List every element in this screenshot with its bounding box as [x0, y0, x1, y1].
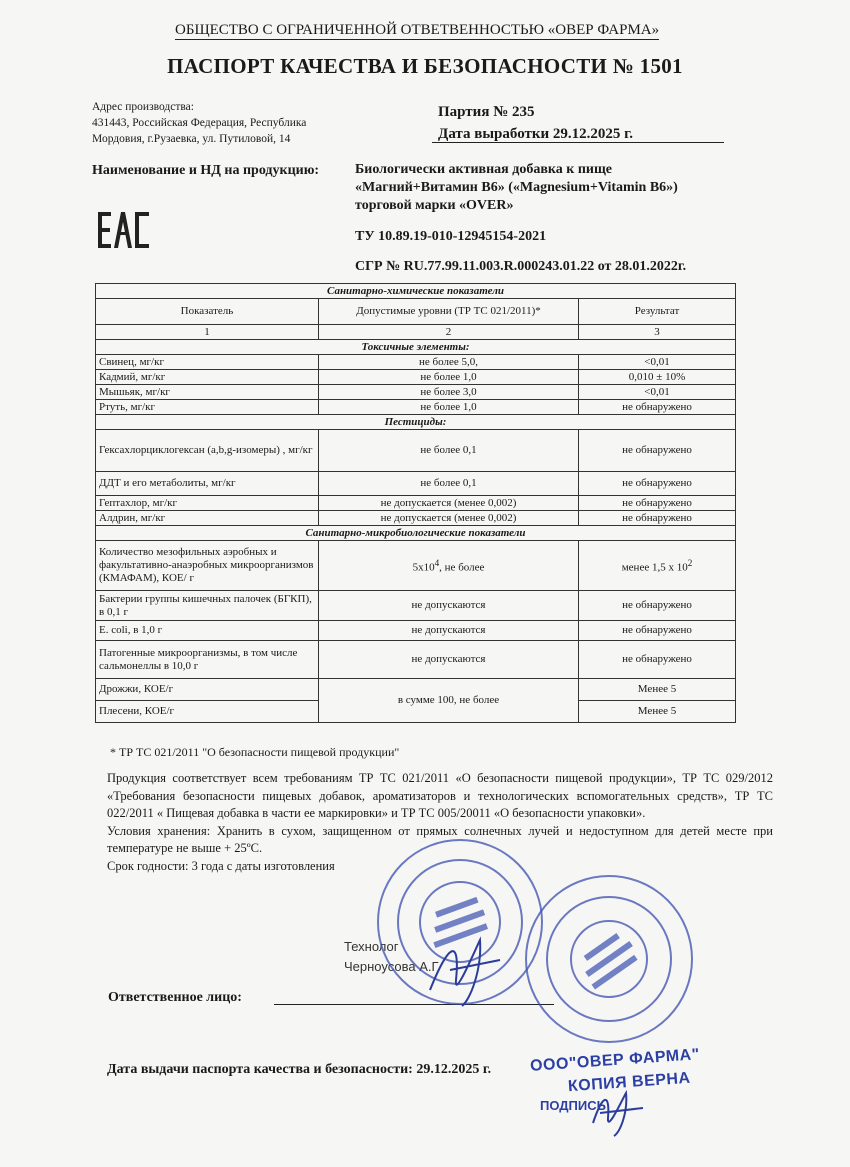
header-indicator: Показатель	[96, 299, 319, 325]
indicator-mold: Плесени, КОЕ/г	[96, 701, 319, 723]
product-name-line-1: Биологически активная добавка к пище	[355, 162, 612, 177]
indicator-mercury: Ртуть, мг/кг	[96, 400, 319, 415]
result-bgkp: не обнаружено	[579, 591, 736, 621]
address-line-2: Мордовия, г.Рузаевка, ул. Путиловой, 14	[92, 133, 291, 145]
round-seal-icon	[518, 868, 700, 1050]
section-sanitary-chemical: Санитарно-химические показатели	[96, 284, 736, 299]
indicator-cadmium: Кадмий, мг/кг	[96, 370, 319, 385]
product-name-line-3: торговой марки «OVER»	[355, 198, 514, 213]
allowed-mercury: не более 1,0	[319, 400, 579, 415]
copy-stamp-signature: ПОДПИСЬ	[540, 1098, 606, 1113]
result-mercury: не обнаружено	[579, 400, 736, 415]
batch-info	[438, 101, 633, 145]
table-row	[96, 621, 736, 641]
indicator-arsenic: Мышьяк, мг/кг	[96, 385, 319, 400]
address-line-1: 431443, Российская Федерация, Республика	[92, 117, 307, 129]
result-lead: <0,01	[579, 355, 736, 370]
result-heptachlor: не обнаружено	[579, 496, 736, 511]
responsible-person-label: Ответственное лицо:	[108, 990, 242, 1005]
table-row	[96, 496, 736, 511]
table-row	[96, 355, 736, 370]
result-hch: не обнаружено	[579, 430, 736, 472]
indicator-pathogens: Патогенные микроорганизмы, в том числе сальмонеллы в 10,0 г	[96, 641, 319, 679]
batch-number: Партия № 235	[438, 104, 535, 120]
product-label: Наименование и НД на продукцию:	[92, 163, 320, 178]
result-ecoli: не обнаружено	[579, 621, 736, 641]
production-address	[92, 99, 362, 147]
indicator-yeast: Дрожжи, КОЕ/г	[96, 679, 319, 701]
result-mold: Менее 5	[579, 701, 736, 723]
copy-stamp-company: ООО"ОВЕР ФАРМА"	[529, 1046, 701, 1075]
allowed-pathogens: не допускаются	[319, 641, 579, 679]
issue-date: Дата выдачи паспорта качества и безопасности: 29.12.2025 г.	[107, 1062, 492, 1077]
result-aldrin: не обнаружено	[579, 511, 736, 526]
copy-stamp-verified: КОПИЯ ВЕРНА	[567, 1069, 692, 1096]
signature-icon	[588, 1088, 648, 1138]
product-name	[355, 161, 735, 215]
storage-conditions: Условия хранения: Хранить в сухом, защищенном от прямых солнечных лучей и недоступном для детей месте при температуре не выше + 25ºС.	[107, 823, 773, 855]
result-ddt: не обнаружено	[579, 472, 736, 496]
header-result: Результат	[579, 299, 736, 325]
address-label: Адрес производства:	[92, 101, 194, 113]
result-cadmium: 0,010 ± 10%	[579, 370, 736, 385]
section-pesticides: Пестициды:	[96, 415, 736, 430]
batch-underline	[432, 142, 724, 143]
allowed-heptachlor: не допускается (менее 0,002)	[319, 496, 579, 511]
column-number-3: 3	[579, 325, 736, 340]
document-title: ПАСПОРТ КАЧЕСТВА И БЕЗОПАСНОСТИ № 1501	[167, 54, 683, 78]
allowed-lead: не более 5,0,	[319, 355, 579, 370]
conformity-text: Продукция соответствует всем требованиям ТР ТС 021/2011 «О безопасности пищевой продукции», ТР ТС 029/2012 «Требования безопасности пищевых добавок, ароматизаторов и технологических вспомогательных средств», ТР ТС 022/2011 « Пищевая добавка в части ее маркировки» и ТР ТС 005/20011 «О безопасности упаковки».	[107, 771, 773, 820]
allowed-cadmium: не более 1,0	[319, 370, 579, 385]
signature-icon	[420, 930, 510, 1010]
table-row	[96, 385, 736, 400]
indicator-lead: Свинец, мг/кг	[96, 355, 319, 370]
indicator-kmafam: Количество мезофильных аэробных и факультативно-анаэробных микроорганизмов (КМАФАМ), КОЕ/ г	[96, 541, 319, 591]
allowed-ecoli: не допускаются	[319, 621, 579, 641]
result-yeast: Менее 5	[579, 679, 736, 701]
table-row	[96, 472, 736, 496]
allowed-ddt: не более 0,1	[319, 472, 579, 496]
header-allowed: Допустимые уровни (ТР ТС 021/2011)*	[319, 299, 579, 325]
table-row	[96, 541, 736, 591]
registration-certificate: СГР № RU.77.99.11.003.R.000243.01.22 от 28.01.2022г.	[355, 259, 687, 274]
result-kmafam: менее 1,5 x $10^2$	[579, 541, 736, 591]
table-row	[96, 430, 736, 472]
allowed-aldrin: не допускается (менее 0,002)	[319, 511, 579, 526]
section-microbiological: Санитарно-микробиологические показатели	[96, 526, 736, 541]
allowed-arsenic: не более 3,0	[319, 385, 579, 400]
allowed-bgkp: не допускаются	[319, 591, 579, 621]
indicator-ddt: ДДТ и его метаболиты, мг/кг	[96, 472, 319, 496]
table-row	[96, 591, 736, 621]
allowed-hch: не более 0,1	[319, 430, 579, 472]
table-row	[96, 641, 736, 679]
indicator-heptachlor: Гептахлор, мг/кг	[96, 496, 319, 511]
result-pathogens: не обнаружено	[579, 641, 736, 679]
allowed-kmafam: $5x10^4$, не более	[319, 541, 579, 591]
result-arsenic: <0,01	[579, 385, 736, 400]
indicator-hch: Гексахлорциклогексан (a,b,g-изомеры) , мг/кг	[96, 430, 319, 472]
column-number-2: 2	[319, 325, 579, 340]
section-toxic-elements: Токсичные элементы:	[96, 340, 736, 355]
product-name-line-2: «Магний+Витамин В6» («Magnesium+Vitamin B6»)	[355, 180, 678, 195]
indicator-ecoli: E. coli, в 1,0 г	[96, 621, 319, 641]
company-name: ОБЩЕСТВО С ОГРАНИЧЕННОЙ ОТВЕТВЕННОСТЬЮ «ОВЕР ФАРМА»	[175, 22, 660, 38]
column-number-1: 1	[96, 325, 319, 340]
table-row	[96, 400, 736, 415]
eac-mark-icon	[96, 210, 152, 250]
technologist-position: Технолог	[344, 939, 399, 954]
table-row	[96, 511, 736, 526]
table-row	[96, 679, 736, 701]
indicator-aldrin: Алдрин, мг/кг	[96, 511, 319, 526]
shelf-life: Срок годности: 3 года с даты изготовления	[107, 858, 335, 873]
allowed-yeast-mold: в сумме 100, не более	[319, 679, 579, 723]
quality-table	[95, 283, 736, 723]
indicator-bgkp: Бактерии группы кишечных палочек (БГКП), в 0,1 г	[96, 591, 319, 621]
footnote: * ТР ТС 021/2011 "О безопасности пищевой продукции"	[110, 745, 400, 759]
production-date: Дата выработки 29.12.2025 г.	[438, 126, 634, 142]
technical-conditions: ТУ 10.89.19-010-12945154-2021	[355, 229, 547, 244]
technologist-name: Черноусова А.Г.	[344, 959, 441, 974]
table-row	[96, 370, 736, 385]
